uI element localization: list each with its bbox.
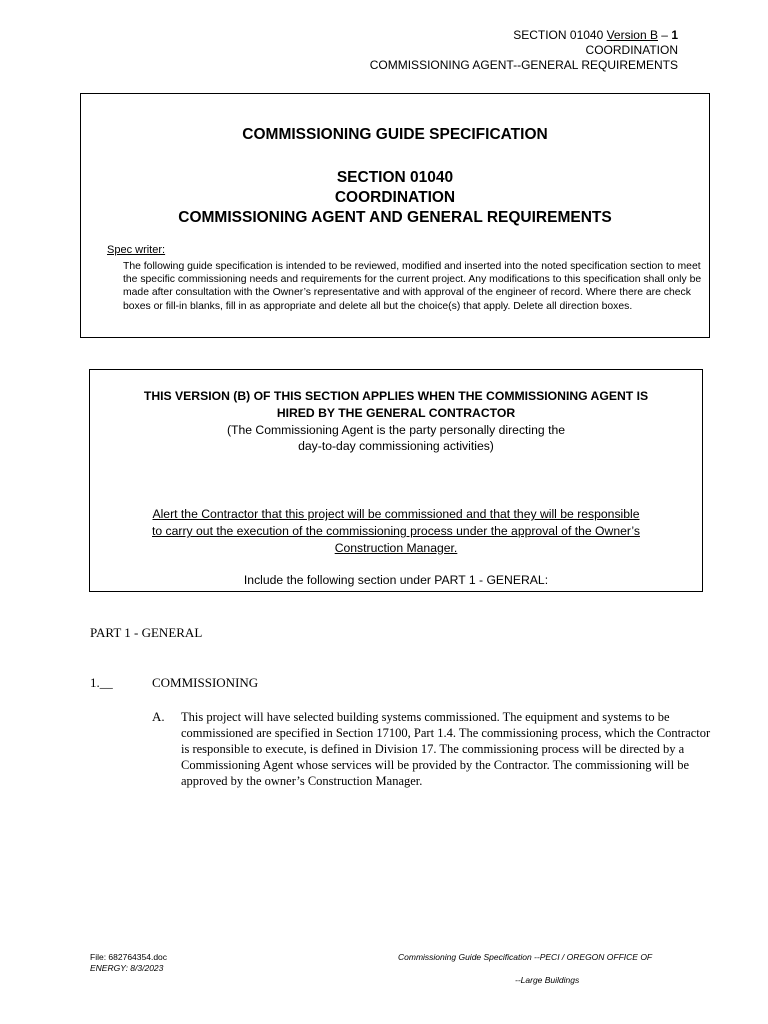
header-page-number: 1 — [671, 28, 678, 42]
version-direction-box — [89, 369, 703, 592]
alert-line-3: Construction Manager. — [334, 541, 458, 555]
doc-section-block — [81, 168, 709, 228]
part-heading: PART 1 - GENERAL — [90, 625, 203, 640]
doc-title: COMMISSIONING GUIDE SPECIFICATION — [242, 126, 548, 143]
header-line-3: COMMISSIONING AGENT--GENERAL REQUIREMENTS — [369, 58, 678, 72]
article-title: COMMISSIONING — [152, 675, 259, 690]
version-subtext-line-2: day-to-day commissioning activities) — [298, 439, 494, 453]
footer-publisher: Commissioning Guide Specification --PECI / OREGON OFFICE OF — [398, 952, 653, 962]
spec-writer-label: Spec writer: — [107, 244, 166, 256]
paragraph-text: This project will have selected building systems commissioned. The equipment and systems to be commissioned are specified in Section 17100, Part 1.4. The commissioning process, which the Contractor is responsible to execute, is defined in Division 17. The commissioning process will be directed by a Commissioning Agent whose services will be provided by the Contractor. The commissioning will be approved by the owner’s Construction Manager. — [181, 710, 711, 788]
version-subtext-line-1: (The Commissioning Agent is the party personally directing the — [226, 423, 566, 437]
version-heading-line-2: HIRED BY THE GENERAL CONTRACTOR — [276, 406, 516, 420]
spec-writer-text: The following guide specification is intended to be reviewed, modified and inserted into the noted specification section to meet the specific commissioning needs and requirements for the current project. Any modifications to this specification shall only be made after consultation with the Owner’s representative and with approval of the engineer of record. Where there are check boxes or fill-in blanks, fill in as appropriate and delete all but the choice(s) that apply. Delete all direction boxes. — [123, 261, 702, 312]
header-section: SECTION 01040 — [513, 28, 607, 42]
include-instruction: Include the following section under PART 1 - GENERAL: — [243, 573, 549, 587]
alert-text — [100, 506, 692, 557]
doc-coordination: COORDINATION — [334, 189, 456, 206]
alert-line-2: to carry out the execution of the commissioning process under the approval of the Owner’s — [152, 524, 640, 538]
page-header — [370, 28, 678, 73]
article-number: 1.__ — [90, 675, 113, 690]
version-heading-line-1: THIS VERSION (B) OF THIS SECTION APPLIES WHEN THE COMMISSIONING AGENT IS — [143, 389, 649, 403]
footer-building-type: --Large Buildings — [515, 975, 580, 985]
version-subtext — [90, 422, 702, 454]
doc-section: SECTION 01040 — [336, 169, 454, 186]
footer-file: File: 682764354.doc — [90, 952, 168, 962]
header-line-1 — [370, 28, 678, 43]
title-box — [80, 93, 710, 338]
paragraph-letter: A. — [152, 709, 165, 724]
version-heading — [90, 388, 702, 422]
footer-file-info — [90, 952, 167, 974]
header-line-2: COORDINATION — [585, 43, 678, 57]
footer-energy-date: ENERGY: 8/3/2023 — [90, 963, 164, 973]
header-version: Version B — [606, 28, 658, 42]
header-dash: – — [657, 28, 672, 42]
doc-subtitle: COMMISSIONING AGENT AND GENERAL REQUIREMENTS — [178, 209, 612, 226]
alert-line-1: Alert the Contractor that this project will be commissioned and that they will be responsible — [152, 507, 640, 521]
